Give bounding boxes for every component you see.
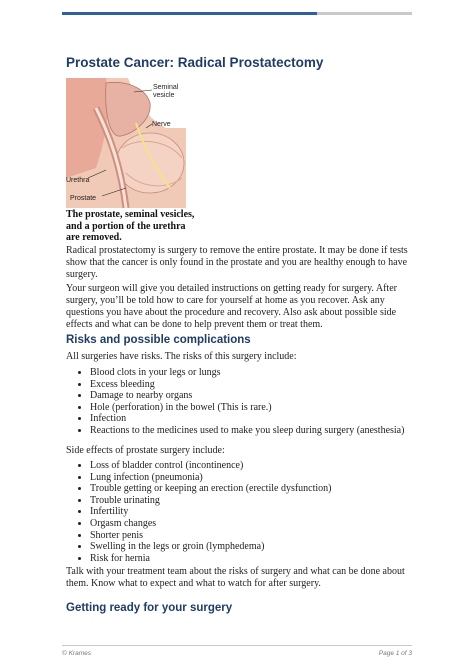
prostate-illustration [66,78,186,208]
list-item: • Risk for hernia [90,553,420,565]
seminal-label: Seminal [153,84,179,91]
prostate-label: Prostate [70,195,97,202]
list-item: • Reactions to the medicines used to make you sleep during surgery (anesthesia) [90,425,420,437]
footer-rule [62,645,412,646]
vesicle-label: vesicle [153,92,175,99]
risks-list [76,367,420,437]
getting-ready-heading: Getting ready for your surgery [66,602,233,614]
urethra-label: Urethra [66,177,90,184]
list-item: • Orgasm changes [90,518,420,530]
list-item: • Loss of bladder control (incontinence) [90,460,420,472]
nerve-label: Nerve [152,121,171,128]
risks-heading: Risks and possible complications [66,334,251,346]
header-rule-accent [62,12,317,15]
list-item: • Infection [90,413,420,425]
anatomy-figure [66,78,186,208]
closing-paragraph: Talk with your treatment team about the risks of surgery and what can be done about them. Know what to expect and what to watch for after surgery. [66,566,405,589]
header-rule [62,12,412,15]
figure-caption: The prostate, seminal vesicles, and a portion of the urethra are removed. [66,209,195,243]
footer-copyright: © Krames [62,650,91,657]
list-item: • Shorter penis [90,530,420,542]
list-item: • Infertility [90,506,420,518]
list-item: • Trouble getting or keeping an erection (erectile dysfunction) [90,483,420,495]
footer-page-number: Page 1 of 3 [378,650,412,657]
page-title: Prostate Cancer: Radical Prostatectomy [66,55,324,70]
list-item: • Hole (perforation) in the bowel (This is rare.) [90,402,420,414]
list-item: • Trouble urinating [90,495,420,507]
side-effects-list [76,460,420,564]
list-item: • Blood clots in your legs or lungs [90,367,420,379]
risks-intro: All surgeries have risks. The risks of this surgery include: [66,351,297,362]
side-effects-intro: Side effects of prostate surgery include: [66,445,225,456]
instructions-paragraph: Your surgeon will give you detailed instructions on getting ready for surgery. After surgery, you’ll be told how to care for yourself at home as you recover. Ask any questions you have about the procedure and recovery. Also ask about possible side effects and what can be done to help prevent them or treat them. [66,283,397,330]
list-item: • Lung infection (pneumonia) [90,472,420,484]
list-item: • Excess bleeding [90,379,420,391]
intro-paragraph: Radical prostatectomy is surgery to remove the entire prostate. It may be done if tests show that the cancer is only found in the prostate and you are healthy enough to have surgery. [66,245,408,280]
list-item: • Damage to nearby organs [90,390,420,402]
list-item: • Swelling in the legs or groin (lymphedema) [90,541,420,553]
